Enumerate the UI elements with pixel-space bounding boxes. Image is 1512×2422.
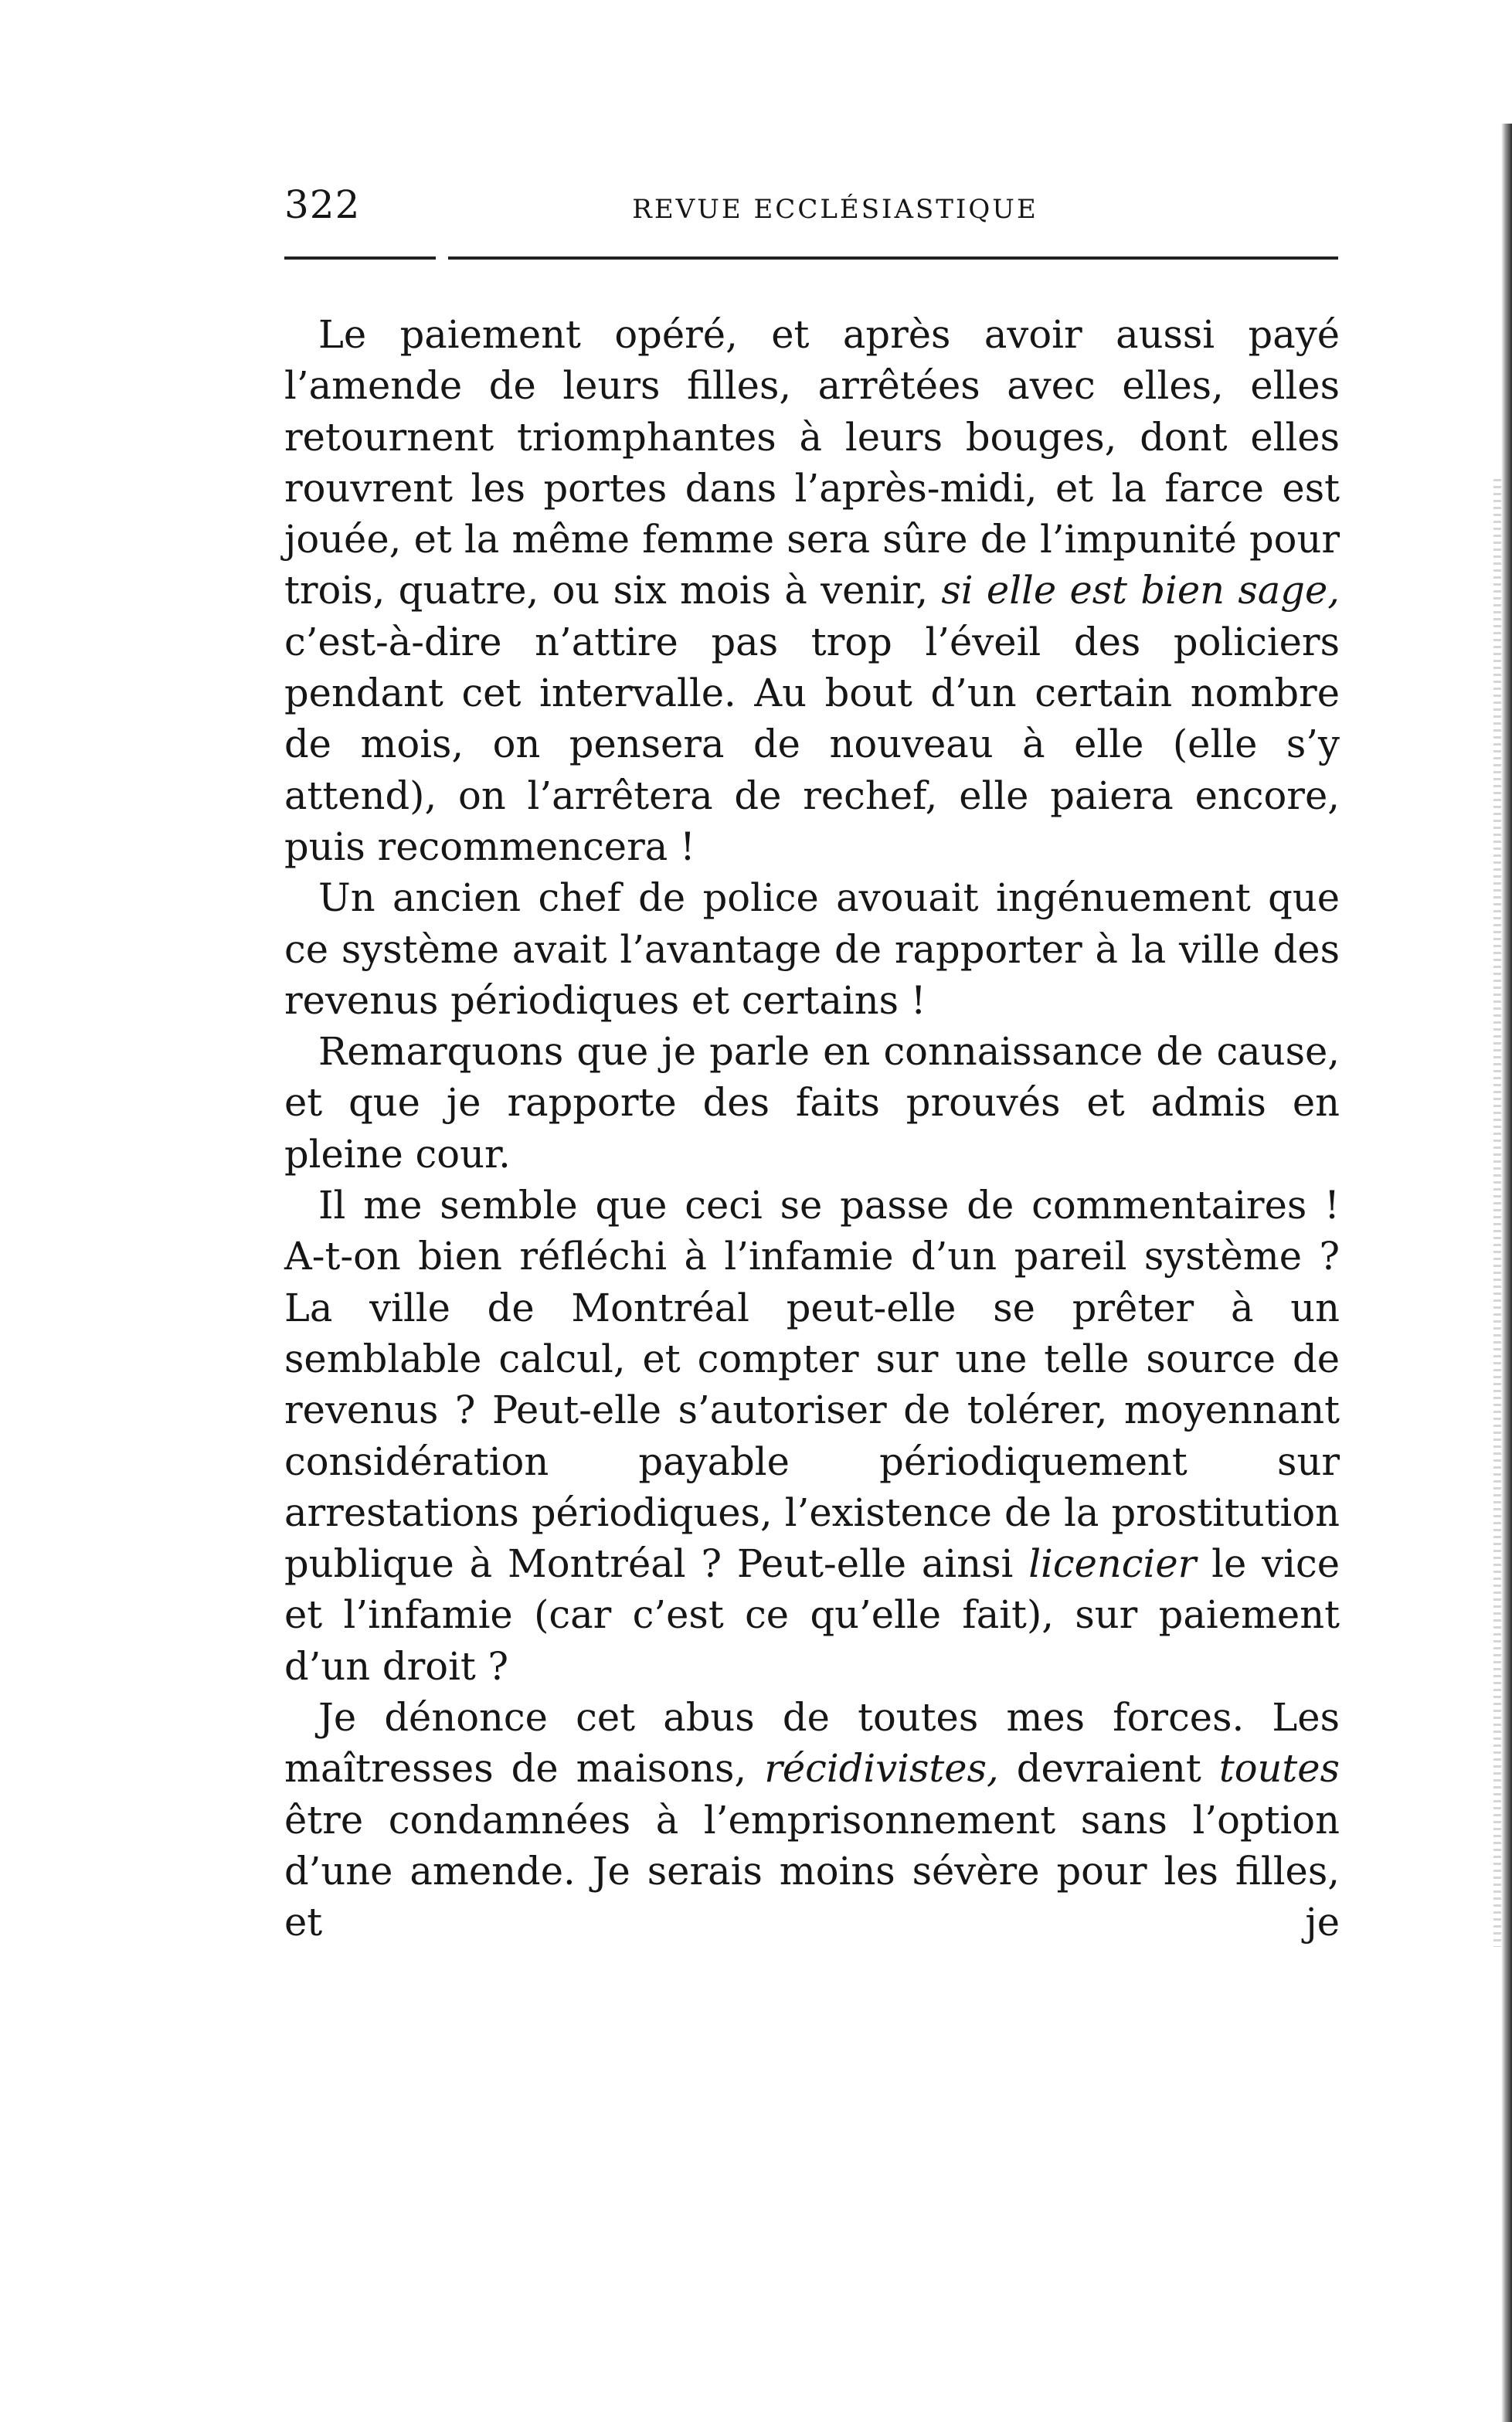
paragraph-1-text-end: c’est-à-dire n’attire pas trop l’éveil des policiers pendant cet intervalle. Au bout d’un certain nombre de mois, on pensera de nouveau à elle (elle s’y attend), on l’arrêtera de rechef, elle paiera encore, puis recommencera ! xyxy=(284,619,1340,869)
paragraph-3: Remarquons que je parle en connaissance de cause, et que je rapporte des faits prouvés et admis en pleine cour. xyxy=(284,1029,1340,1177)
paragraph-4 xyxy=(284,1180,1340,1692)
page-edge-texture xyxy=(1493,479,1501,1947)
paragraph-5-text: Je dénonce cet abus de toutes mes forces. Les maîtresses de maisons, xyxy=(284,1695,1340,1792)
header-rule-right xyxy=(448,256,1338,260)
paragraph-5 xyxy=(284,1692,1340,1948)
paragraph-4-italic: licencier xyxy=(1028,1541,1197,1587)
paragraph-4-text-end: le vice et l’infamie (car c’est ce qu’elle fait), sur paiement d’un droit ? xyxy=(284,1541,1340,1689)
paragraph-1-text: Le paiement opéré, et après avoir aussi payé l’amende de leurs filles, arrêtées avec elles, elles retournent triomphantes à leurs bouges, dont elles rouvrent les portes dans l’après-midi, et la farce est jouée, et la même femme sera sûre de l’impunité pour trois, quatre, ou six mois à venir, xyxy=(284,312,1340,613)
page-header xyxy=(284,178,1340,232)
paragraph-5-text-middle: devraient xyxy=(998,1746,1219,1792)
paragraph-2: Un ancien chef de police avouait ingénuement que ce système avait l’avantage de rapporter à la ville des revenus périodiques et certains ! xyxy=(284,875,1340,1023)
page-number: 322 xyxy=(284,182,361,227)
body-text xyxy=(284,309,1340,1948)
paragraph-4-text: Il me semble que ceci se passe de commentaires ! A-t-on bien réfléchi à l’infamie d’un pareil système ? La ville de Montréal peut-elle se prêter à un semblable calcul, et compter sur une telle source de revenus ? Peut-elle s’autoriser de tolérer, moyennant considération payable périodiquement sur arrestations périodiques, l’existence de la prostitution publique à Montréal ? Peut-elle ainsi xyxy=(284,1183,1340,1587)
page-edge-shadow xyxy=(1501,124,1512,2422)
paragraph-5-italic-2: toutes xyxy=(1218,1746,1340,1792)
running-title: REVUE ECCLÉSIASTIQUE xyxy=(632,194,1038,225)
paragraph-1 xyxy=(284,309,1340,872)
paragraph-5-italic-1: récidivistes, xyxy=(764,1746,999,1792)
header-rule-left xyxy=(284,256,436,260)
paragraph-5-text-end: être condamnées à l’emprisonnement sans l’option d’une amende. Je serais moins sévère pour les filles, et je xyxy=(284,1797,1340,1945)
paragraph-1-italic: si elle est bien sage, xyxy=(941,568,1340,613)
